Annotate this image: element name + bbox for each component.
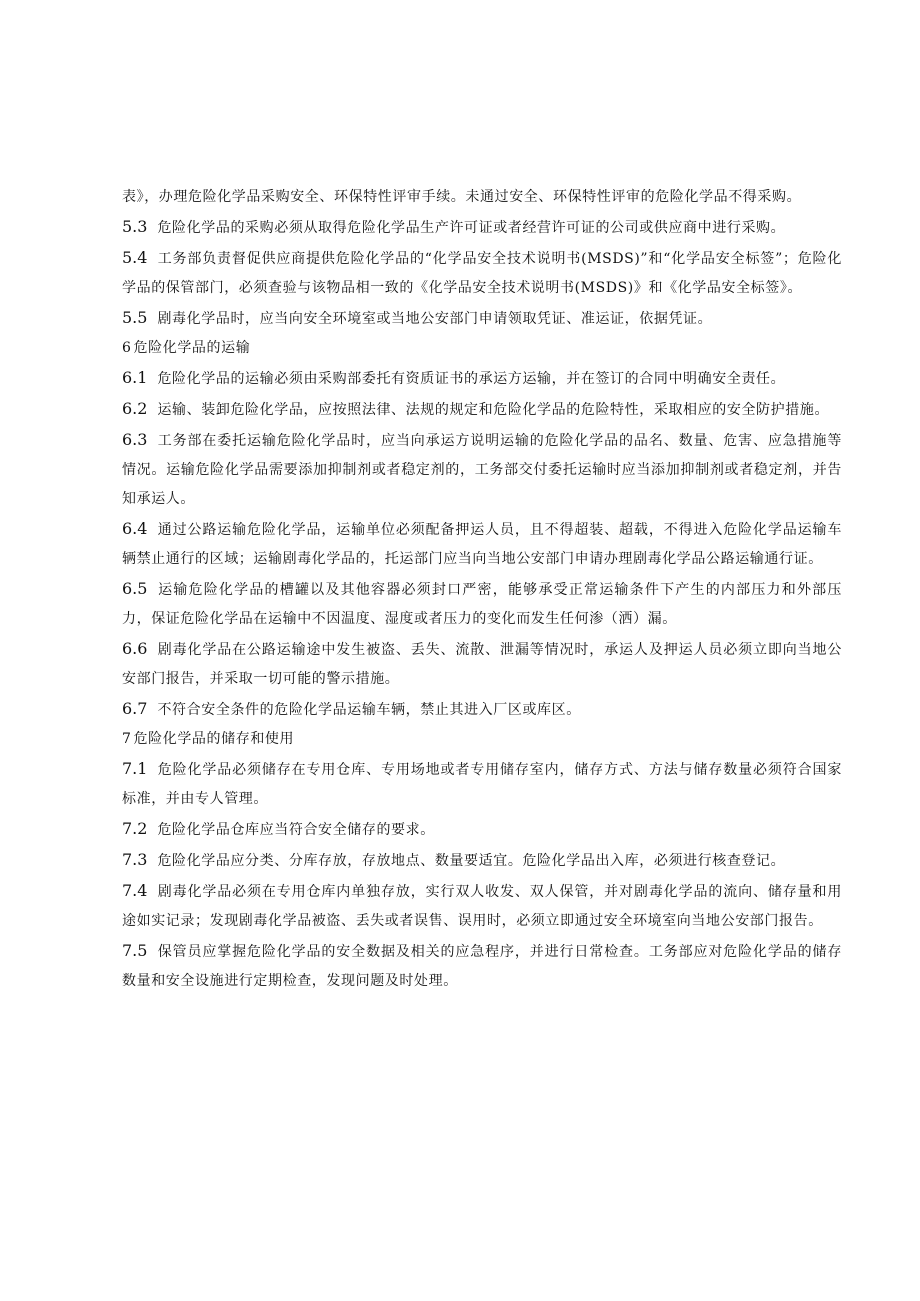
clause-text: 危险化学品的采购必须从取得危险化学品生产许可证或者经营许可证的公司或供应商中进行采购。: [157, 220, 786, 236]
section-heading-7: [122, 725, 842, 754]
clause-7-1: [122, 754, 842, 814]
clause-number: 6.5: [122, 579, 148, 598]
clause-text: 运输、装卸危险化学品，应按照法律、法规的规定和危险化学品的危险特性，采取相应的安全防护措施。: [157, 402, 830, 418]
clause-text: 工务部在委托运输危险化学品时，应当向承运方说明运输的危险化学品的品名、数量、危害、应急措施等情况。运输危险化学品需要添加抑制剂或者稳定剂的，工务部交付委托运输时应当添加抑制剂或者稳定剂，并告知承运人。: [122, 433, 842, 507]
clause-6-5: [122, 574, 842, 634]
clause-text: 剧毒化学品在公路运输途中发生被盗、丢失、流散、泄漏等情况时，承运人及押运人员必须立即向当地公安部门报告，并采取一切可能的警示措施。: [122, 642, 842, 687]
clause-number: 7.5: [122, 941, 148, 960]
clause-text: 通过公路运输危险化学品，运输单位必须配备押运人员，且不得超装、超载，不得进入危险化学品运输车辆禁止通行的区域；运输剧毒化学品的，托运部门应当向当地公安部门申请办理剧毒化学品公路运输通行证。: [122, 522, 842, 567]
clause-6-3: [122, 425, 842, 514]
clause-7-2: [122, 814, 842, 845]
clause-number: 5.4: [122, 248, 148, 267]
clause-number: 7.4: [122, 881, 148, 900]
section-title: 危险化学品的储存和使用: [133, 731, 295, 747]
clause-number: 5.5: [122, 308, 148, 327]
clause-number: 6.2: [122, 399, 148, 418]
clause-text: 工务部负责督促供应商提供危险化学品的“化学品安全技术说明书(MSDS)”和“化学品安全标签”；危险化学品的保管部门，必须查验与该物品相一致的《化学品安全技术说明书(MSDS)》和《化学品安全标签》。: [122, 251, 842, 296]
clause-number: 7.3: [122, 850, 148, 869]
paragraph-text: 表》，办理危险化学品采购安全、环保特性评审手续。未通过安全、环保特性评审的危险化学品不得采购。: [122, 189, 802, 205]
clause-number: 6.4: [122, 519, 148, 538]
clause-text: 剧毒化学品时，应当向安全环境室或当地公安部门申请领取凭证、准运证，依据凭证。: [157, 311, 713, 327]
clause-number: 6.1: [122, 368, 148, 387]
clause-5-3: [122, 212, 842, 243]
clause-number: 5.3: [122, 217, 148, 236]
clause-text: 保管员应掌握危险化学品的安全数据及相关的应急程序，并进行日常检查。工务部应对危险化学品的储存数量和安全设施进行定期检查，发现问题及时处理。: [122, 944, 842, 989]
clause-5-5: [122, 303, 842, 334]
clause-7-5: [122, 936, 842, 996]
paragraph-continuation: [122, 183, 842, 212]
section-heading-6: [122, 334, 842, 363]
clause-6-1: [122, 363, 842, 394]
clause-number: 7.1: [122, 759, 148, 778]
clause-5-4: [122, 243, 842, 303]
clause-text: 危险化学品仓库应当符合安全储存的要求。: [157, 822, 435, 838]
clause-text: 运输危险化学品的槽罐以及其他容器必须封口严密，能够承受正常运输条件下产生的内部压力和外部压力，保证危险化学品在运输中不因温度、湿度或者压力的变化而发生任何渗（洒）漏。: [122, 582, 842, 627]
clause-number: 7.2: [122, 819, 148, 838]
clause-number: 6.3: [122, 430, 148, 449]
clause-number: 6.6: [122, 639, 148, 658]
clause-text: 危险化学品必须储存在专用仓库、专用场地或者专用储存室内，储存方式、方法与储存数量必须符合国家标准，并由专人管理。: [122, 762, 842, 807]
clause-text: 剧毒化学品必须在专用仓库内单独存放，实行双人收发、双人保管，并对剧毒化学品的流向、储存量和用途如实记录；发现剧毒化学品被盗、丢失或者误售、误用时，必须立即通过安全环境室向当地公安部门报告。: [122, 884, 842, 929]
document-body: [122, 183, 842, 996]
section-number: 6: [122, 340, 132, 356]
section-number: 7: [122, 731, 132, 747]
clause-text: 不符合安全条件的危险化学品运输车辆，禁止其进入厂区或库区。: [157, 702, 581, 718]
clause-7-4: [122, 876, 842, 936]
clause-number: 6.7: [122, 699, 148, 718]
clause-6-4: [122, 514, 842, 574]
clause-text: 危险化学品的运输必须由采购部委托有资质证书的承运方运输，并在签订的合同中明确安全责任。: [157, 371, 786, 387]
clause-text: 危险化学品应分类、分库存放，存放地点、数量要适宜。危险化学品出入库，必须进行核查登记。: [157, 853, 786, 869]
clause-6-7: [122, 694, 842, 725]
clause-6-6: [122, 634, 842, 694]
clause-7-3: [122, 845, 842, 876]
clause-6-2: [122, 394, 842, 425]
section-title: 危险化学品的运输: [133, 340, 251, 356]
